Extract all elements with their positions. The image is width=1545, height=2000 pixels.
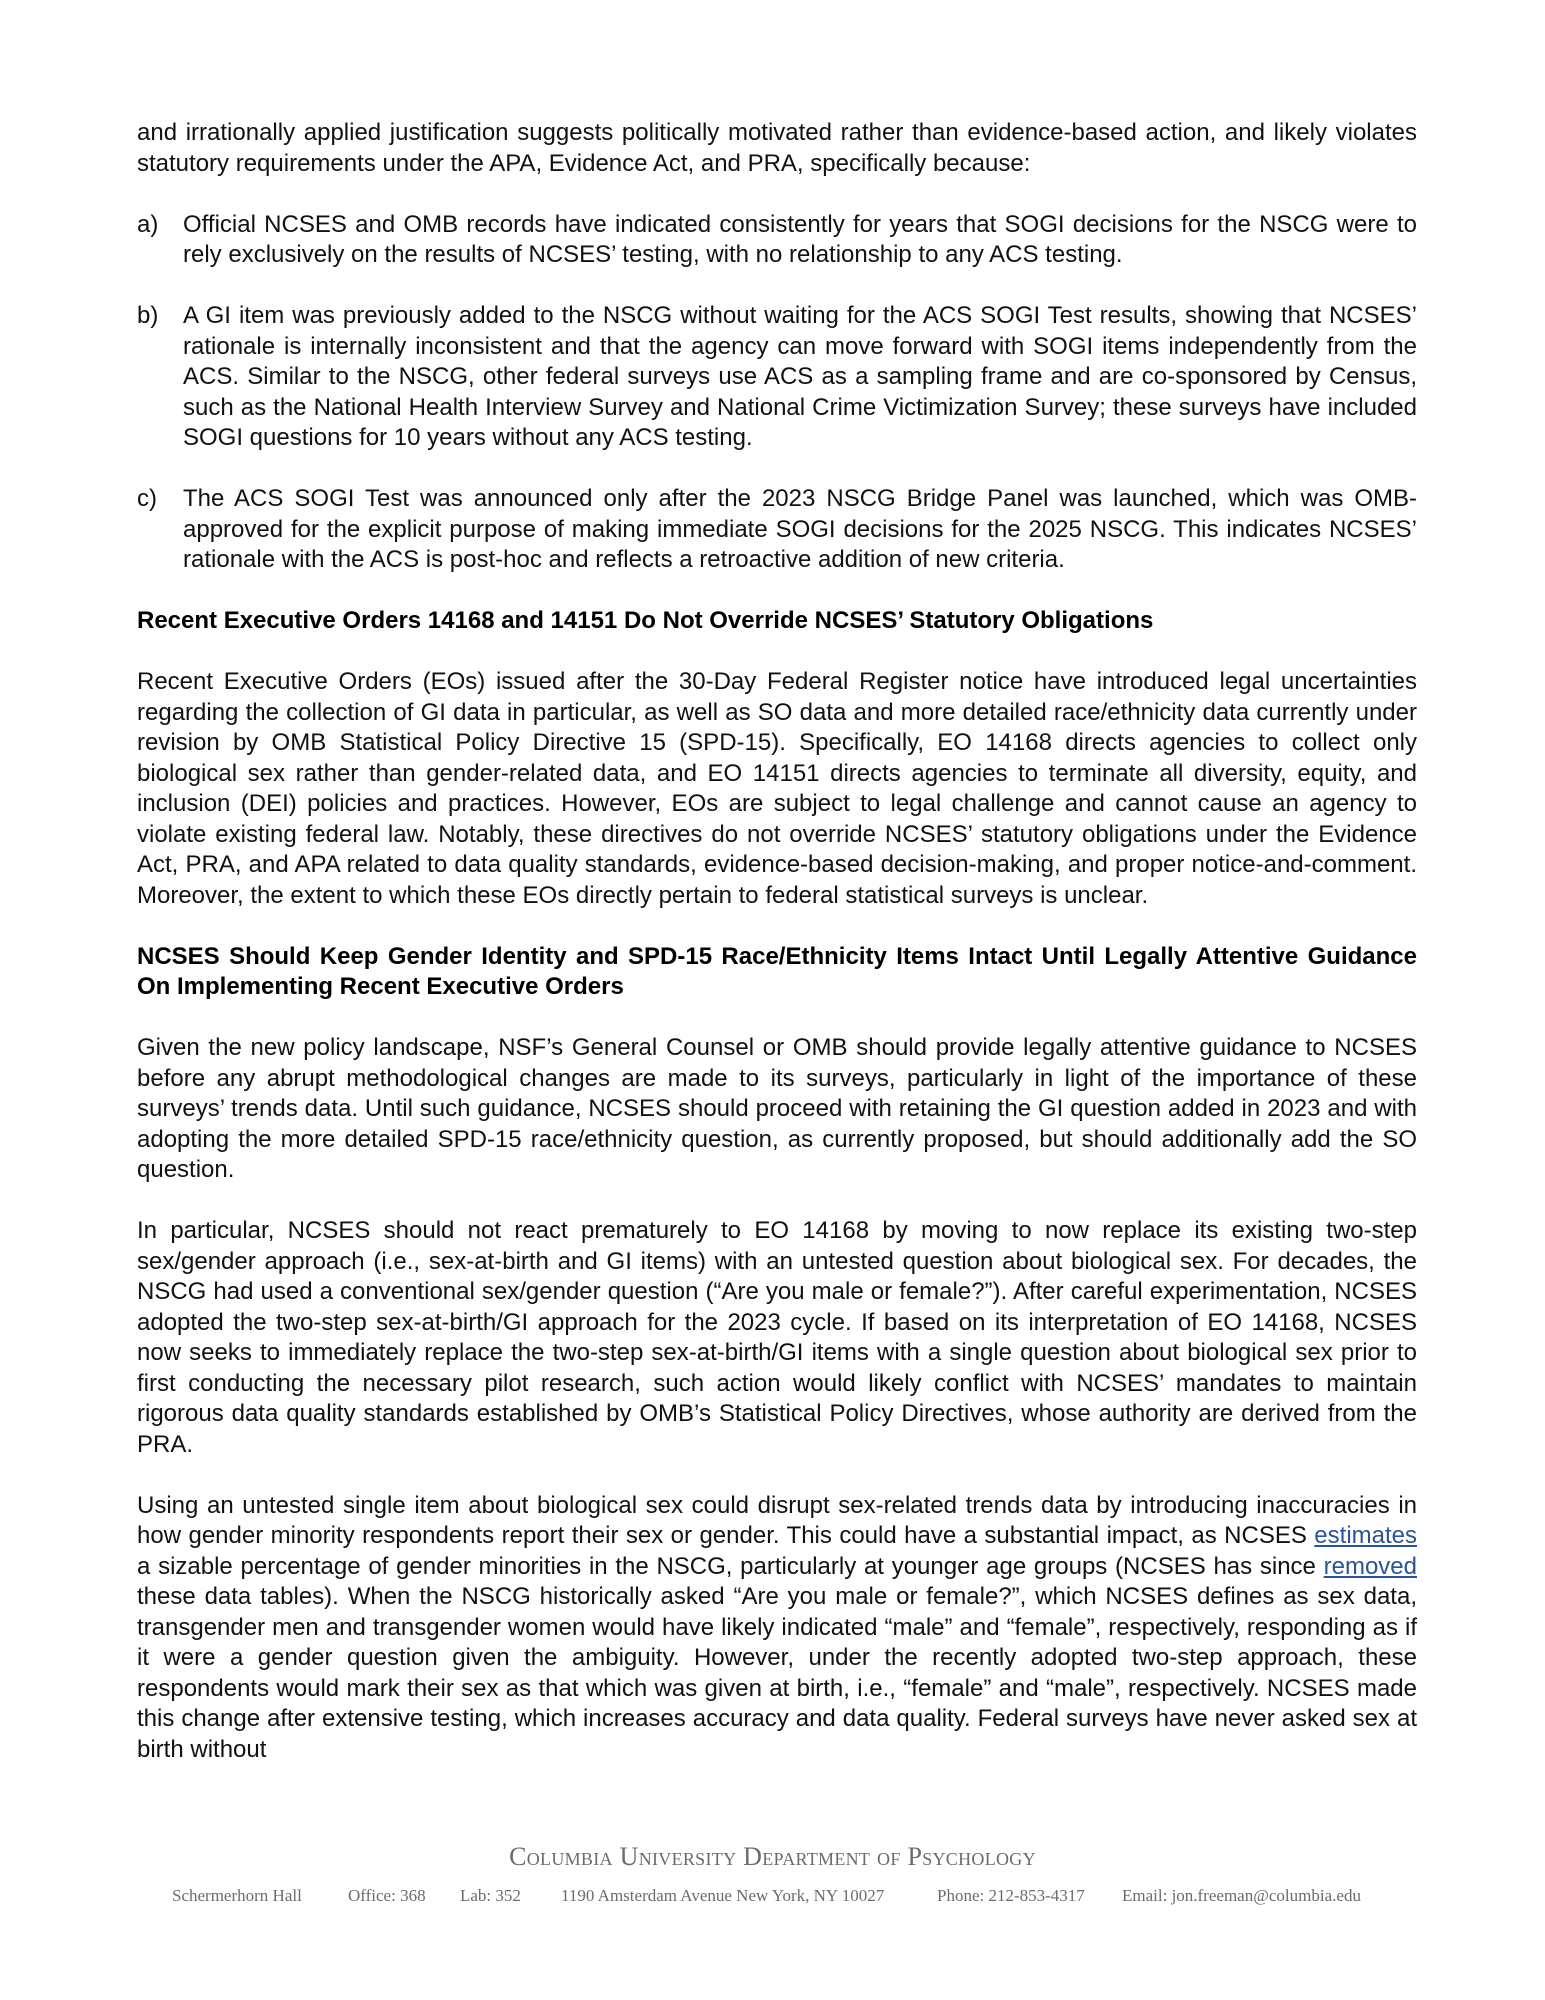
office-number: Office: 368 [348, 1886, 426, 1905]
executive-orders-paragraph: Recent Executive Orders (EOs) issued after the 30-Day Federal Register notice have introduced legal uncertainties regarding the collection of GI data in particular, as well as SO data and more detailed race/ethnicity data currently under revision by OMB Statistical Policy Directive 15 (SPD-15). Specifically, EO 14168 directs agencies to collect only biological sex rather than gender-related data, and EO 14151 directs agencies to terminate all diversity, equity, and inclusion (DEI) policies and practices. However, EOs are subject to legal challenge and cannot cause an agency to violate existing federal law. Notably, these directives do not override NCSES’ statutory obligations under the Evidence Act, PRA, and APA related to data quality standards, evidence-based decision-making, and proper notice-and-comment. Moreover, the extent to which these EOs directly pertain to federal statistical surveys is unclear. [137, 668, 1417, 909]
street-address: 1190 Amsterdam Avenue New York, NY 10027 [561, 1886, 885, 1905]
building-name: Schermerhorn Hall [172, 1886, 302, 1905]
list-item-text: A GI item was previously added to the NSCG without waiting for the ACS SOGI Test results, showing that NCSES’ rationale is internally inconsistent and that the agency can move forward with SOGI items independently from the ACS. Similar to the NSCG, other federal surveys use ACS as a sampling frame and are co-sponsored by Census, such as the National Health Interview Survey and National Crime Victimization Survey; these surveys have included SOGI questions for 10 years without any ACS testing. [183, 302, 1417, 451]
lab-number: Lab: 352 [460, 1886, 521, 1905]
guidance-paragraph: Given the new policy landscape, NSF’s General Counsel or OMB should provide legally attentive guidance to NCSES before any abrupt methodological changes are made to its surveys, particularly in light of the importance of these surveys’ trends data. Until such guidance, NCSES should proceed with retaining the GI question added in 2023 and with adopting the more detailed SPD-15 race/ethnicity question, as currently proposed, but should additionally add the SO question. [137, 1034, 1417, 1183]
letterhead-footer [0, 1842, 1545, 1905]
list-item [137, 301, 1417, 454]
section-heading-keep-items: NCSES Should Keep Gender Identity and SPD-15 Race/Ethnicity Items Intact Until Legally Attentive Guidance On Implementing Recent Executive Orders [137, 942, 1417, 1000]
paragraph-text: Using an untested single item about biological sex could disrupt sex-related trends data by introducing inaccuracies in how gender minority respondents report their sex or gender. This could have a substantial impact, as NCSES [137, 1491, 1417, 1549]
list-marker: c) [137, 485, 157, 512]
estimates-link[interactable]: estimates [1314, 1522, 1417, 1549]
list-item-text: The ACS SOGI Test was announced only after the 2023 NSCG Bridge Panel was launched, which was OMB-approved for the explicit purpose of making immediate SOGI decisions for the 2025 NSCG. This indicates NCSES’ rationale with the ACS is post-hoc and reflects a retroactive addition of new criteria. [183, 485, 1417, 573]
section-heading-executive-orders: Recent Executive Orders 14168 and 14151 Do Not Override NCSES’ Statutory Obligations [137, 607, 1154, 634]
email-address: Email: jon.freeman@columbia.edu [1122, 1886, 1361, 1905]
list-marker: a) [137, 210, 159, 238]
list-item [137, 210, 1417, 271]
list-marker: b) [137, 302, 159, 329]
removed-link[interactable]: removed [1323, 1552, 1417, 1580]
paragraph-text: a sizable percentage of gender minorities in the NSCG, particularly at younger age groups (NCSES has since [137, 1552, 1324, 1580]
department-name: Columbia University Department of Psychology [509, 1842, 1036, 1871]
list-item [137, 484, 1417, 576]
document-page [137, 118, 1417, 1796]
intro-paragraph: and irrationally applied justification suggests politically motivated rather than evidence-based action, and likely violates statutory requirements under the APA, Evidence Act, and PRA, specifically because: [137, 119, 1417, 177]
list-item-text: Official NCSES and OMB records have indicated consistently for years that SOGI decisions for the NSCG were to rely exclusively on the results of NCSES’ testing, with no relationship to any ACS testing. [183, 210, 1417, 268]
untested-item-paragraph [137, 1491, 1417, 1766]
phone-number: Phone: 212-853-4317 [937, 1886, 1085, 1905]
paragraph-text: these data tables). When the NSCG historically asked “Are you male or female?”, which NCSES defines as sex data, transgender men and transgender women would have likely indicated “male” and “female”, respectively, responding as if it were a gender question given the ambiguity. However, under the recently adopted two-step approach, these respondents would mark their sex as that which was given at birth, i.e., “female” and “male”, respectively. NCSES made this change after extensive testing, which increases accuracy and data quality. Federal surveys have never asked sex at birth without [137, 1583, 1417, 1763]
premature-reaction-paragraph: In particular, NCSES should not react prematurely to EO 14168 by moving to now replace its existing two-step sex/gender approach (i.e., sex-at-birth and GI items) with an untested question about biological sex. For decades, the NSCG had used a conventional sex/gender question (“Are you male or female?”). After careful experimentation, NCSES adopted the two-step sex-at-birth/GI approach for the 2023 cycle. If based on its interpretation of EO 14168, NCSES now seeks to immediately replace the two-step sex-at-birth/GI items with a single question about biological sex prior to first conducting the necessary pilot research, such action would likely conflict with NCSES’ mandates to maintain rigorous data quality standards established by OMB’s Statistical Policy Directives, whose authority are derived from the PRA. [137, 1217, 1417, 1458]
reasons-list [137, 210, 1417, 576]
